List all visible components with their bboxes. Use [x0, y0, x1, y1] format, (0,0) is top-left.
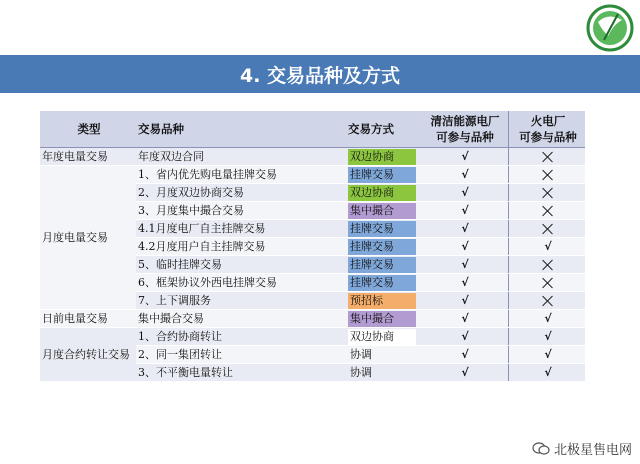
method-tag: 协调 [350, 365, 372, 379]
fire-cell [509, 292, 586, 310]
fire-cell [509, 202, 586, 220]
method-tag: 挂牌交易 [348, 221, 416, 237]
cross-icon [542, 259, 554, 271]
method-cell [346, 310, 420, 328]
watermark-text: 北极星售电网 [553, 443, 632, 458]
method-tag: 集中撮合 [348, 203, 416, 219]
method-cell [346, 274, 420, 292]
clean-cell: √ [420, 310, 509, 328]
method-cell [346, 220, 420, 238]
method-cell [346, 184, 420, 202]
fire-cell: √ [509, 328, 586, 346]
wechat-icon [532, 442, 550, 456]
company-logo-icon [578, 2, 638, 54]
product-cell: 6、框架协议外西电挂牌交易 [136, 274, 346, 292]
clean-cell: √ [420, 220, 509, 238]
method-tag: 挂牌交易 [348, 167, 416, 183]
slide-title: 4. 交易品种及方式 [239, 64, 401, 87]
header-method: 交易方式 [346, 111, 420, 148]
header-fire: 火电厂 可参与品种 [509, 111, 586, 148]
product-cell: 1、省内优先购电量挂牌交易 [136, 166, 346, 184]
slide-title-bar [0, 55, 640, 93]
clean-cell: √ [420, 166, 509, 184]
product-cell: 4.1月度电厂自主挂牌交易 [136, 220, 346, 238]
table-row [40, 166, 585, 184]
product-cell: 7、上下调服务 [136, 292, 346, 310]
product-cell: 2、同一集团转让 [136, 346, 346, 364]
clean-cell: √ [420, 364, 509, 382]
clean-cell: √ [420, 202, 509, 220]
clean-cell: √ [420, 256, 509, 274]
clean-cell: √ [420, 238, 509, 256]
method-cell [346, 238, 420, 256]
product-cell: 1、合约协商转让 [136, 328, 346, 346]
product-cell: 5、临时挂牌交易 [136, 256, 346, 274]
header-product: 交易品种 [136, 111, 346, 148]
method-tag: 双边协商 [348, 149, 416, 165]
cross-icon [542, 169, 554, 181]
cross-icon [542, 205, 554, 217]
method-tag: 预招标 [348, 293, 416, 309]
method-cell [346, 292, 420, 310]
header-type: 类型 [40, 111, 136, 148]
cross-icon [542, 277, 554, 289]
fire-cell [509, 274, 586, 292]
method-cell [346, 256, 420, 274]
product-cell: 集中撮合交易 [136, 310, 346, 328]
table-row [40, 148, 585, 166]
method-tag: 协调 [350, 347, 372, 361]
product-cell: 3、月度集中撮合交易 [136, 202, 346, 220]
product-cell: 3、不平衡电量转让 [136, 364, 346, 382]
group-label: 年度电量交易 [40, 148, 136, 166]
product-cell: 2、月度双边协商交易 [136, 184, 346, 202]
fire-cell: √ [509, 310, 586, 328]
product-cell: 年度双边合同 [136, 148, 346, 166]
clean-cell: √ [420, 346, 509, 364]
fire-cell [509, 148, 586, 166]
method-tag: 挂牌交易 [348, 239, 416, 255]
method-cell [346, 202, 420, 220]
cross-icon [542, 187, 554, 199]
method-cell [346, 328, 420, 346]
method-cell [346, 166, 420, 184]
watermark [532, 439, 632, 458]
method-tag: 双边协商 [348, 329, 416, 345]
fire-cell: √ [509, 346, 586, 364]
cross-icon [542, 223, 554, 235]
fire-cell [509, 256, 586, 274]
method-tag: 双边协商 [348, 185, 416, 201]
cross-icon [542, 151, 554, 163]
clean-cell: √ [420, 184, 509, 202]
method-cell [346, 364, 420, 382]
product-cell: 4.2月度用户自主挂牌交易 [136, 238, 346, 256]
method-tag: 集中撮合 [348, 311, 416, 327]
trading-table [40, 111, 585, 382]
fire-cell: √ [509, 238, 586, 256]
header-clean: 清洁能源电厂 可参与品种 [420, 111, 509, 148]
table-header-row [40, 111, 585, 148]
fire-cell: √ [509, 364, 586, 382]
clean-cell: √ [420, 148, 509, 166]
fire-cell [509, 184, 586, 202]
group-label: 月度电量交易 [40, 166, 136, 310]
clean-cell: √ [420, 328, 509, 346]
table-row [40, 328, 585, 346]
clean-cell: √ [420, 274, 509, 292]
method-cell [346, 346, 420, 364]
cross-icon [542, 295, 554, 307]
group-label: 日前电量交易 [40, 310, 136, 328]
table-row [40, 310, 585, 328]
clean-cell: √ [420, 292, 509, 310]
method-cell [346, 148, 420, 166]
fire-cell [509, 166, 586, 184]
method-tag: 挂牌交易 [348, 275, 416, 291]
fire-cell [509, 220, 586, 238]
method-tag: 挂牌交易 [348, 257, 416, 273]
group-label: 月度合约转让交易 [40, 328, 136, 382]
